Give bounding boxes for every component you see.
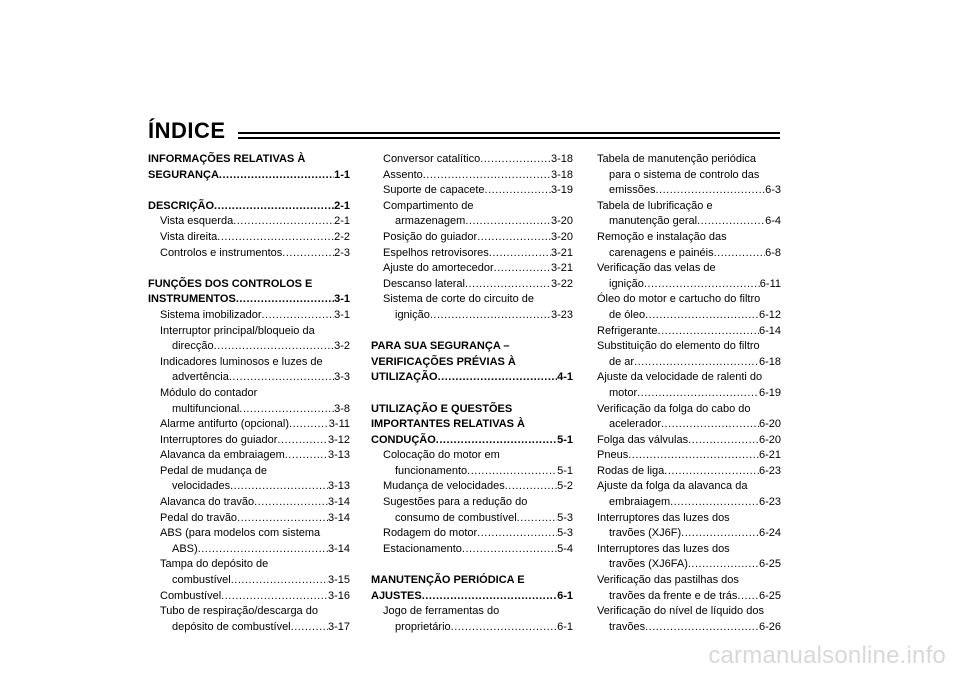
dot-leader xyxy=(644,277,760,293)
toc-page-number: 6-25 xyxy=(758,558,781,571)
toc-entry-title: motor xyxy=(609,386,638,399)
toc-entry[interactable] xyxy=(148,199,350,215)
toc-section-heading: INFORMAÇÕES RELATIVAS À xyxy=(148,153,306,165)
toc-page-number: 3-2 xyxy=(334,340,350,353)
toc-page-number: 3-18 xyxy=(550,168,573,181)
toc-entry-line: Interruptores das luzes dos xyxy=(597,511,730,524)
toc-entry[interactable] xyxy=(597,448,781,464)
toc-column-1 xyxy=(148,152,350,635)
dot-leader xyxy=(465,277,551,293)
toc-page-number: 3-1 xyxy=(334,308,350,321)
toc-entry-line: Verificação da folga do cabo do xyxy=(597,402,751,415)
toc-entry[interactable] xyxy=(148,433,350,449)
toc-page-number: 3-3 xyxy=(334,371,350,384)
toc-entry[interactable] xyxy=(597,464,781,480)
toc-entry[interactable] xyxy=(597,495,781,511)
toc-page-number: 3-17 xyxy=(327,620,350,633)
toc-entry-line: Compartimento de xyxy=(383,199,474,212)
toc-entry[interactable] xyxy=(597,246,781,262)
toc-entry-title: INSTRUMENTOS xyxy=(148,293,236,306)
toc-entry-line: Tabela de manutenção periódica xyxy=(597,153,757,165)
toc-entry-title: Suporte de capacete xyxy=(383,184,485,197)
toc-entry-line: Sistema de corte do circuito de xyxy=(383,293,535,306)
toc-entry[interactable] xyxy=(148,292,350,308)
toc-entry-line: para o sistema de controlo das xyxy=(609,168,760,181)
toc-entry[interactable] xyxy=(597,214,781,230)
dot-leader xyxy=(670,495,759,511)
toc-page-number: 6-19 xyxy=(758,386,781,399)
toc-entry-title: Pedal do travão xyxy=(160,511,238,524)
toc-entry[interactable] xyxy=(597,386,781,402)
toc-page-number: 5-2 xyxy=(557,480,573,493)
dot-leader xyxy=(231,573,328,589)
toc-entry-line: Jogo de ferramentas do xyxy=(383,605,500,618)
toc-entry[interactable] xyxy=(597,417,781,433)
dot-leader xyxy=(465,214,551,230)
toc-page-number: 3-11 xyxy=(328,418,350,431)
toc-entry-title: Pneus xyxy=(597,449,629,462)
dot-leader xyxy=(661,417,759,433)
dot-leader xyxy=(237,511,328,527)
toc-entry[interactable] xyxy=(597,308,781,324)
toc-entry[interactable] xyxy=(148,511,350,527)
dot-leader xyxy=(451,620,557,636)
toc-entry[interactable] xyxy=(597,557,781,573)
toc-page-number: 3-19 xyxy=(550,184,573,197)
toc-page-number: 3-20 xyxy=(550,230,573,243)
toc-entry-title: Combustível xyxy=(160,589,222,602)
toc-page-number: 3-23 xyxy=(550,308,573,321)
toc-entry-title: UTILIZAÇÃO xyxy=(371,371,438,384)
toc-entry-title: Mudança de velocidades xyxy=(383,480,505,493)
toc-entry-title: Alarme antifurto (opcional) xyxy=(160,418,290,431)
toc-section-heading: MANUTENÇÃO PERIÓDICA E xyxy=(371,574,525,587)
toc-page-number: 2-2 xyxy=(334,230,350,243)
dot-leader xyxy=(697,214,765,230)
toc-page-number: 3-21 xyxy=(550,246,573,259)
toc-entry-title: Interruptores do guiador xyxy=(160,433,278,446)
toc-entry-title: funcionamento xyxy=(395,464,468,477)
toc-page-number: 6-11 xyxy=(759,277,781,290)
dot-leader xyxy=(436,433,557,449)
toc-entry[interactable] xyxy=(597,589,781,605)
toc-page-number: 3-22 xyxy=(550,277,573,290)
toc-entry[interactable] xyxy=(371,589,573,605)
dot-leader xyxy=(198,542,328,558)
toc-entry-title: Espelhos retrovisores xyxy=(383,246,489,259)
toc-entry[interactable] xyxy=(148,448,350,464)
toc-page-number: 5-3 xyxy=(557,511,573,524)
dot-leader xyxy=(645,620,759,636)
dot-leader xyxy=(422,589,557,605)
toc-entry[interactable] xyxy=(148,417,350,433)
toc-entry-line: Óleo do motor e cartucho do filtro xyxy=(597,293,761,306)
toc-entry[interactable] xyxy=(148,370,350,386)
dot-leader xyxy=(634,355,759,371)
toc-page-number: 5-3 xyxy=(557,527,573,540)
dot-leader xyxy=(236,292,334,308)
toc-spacer xyxy=(371,386,573,402)
dot-leader xyxy=(485,183,551,199)
dot-leader xyxy=(261,308,334,324)
toc-entry-line: Verificação do nível de líquido dos xyxy=(597,605,764,618)
toc-entry-title: AJUSTES xyxy=(371,589,422,602)
toc-entry-title: manutenção geral xyxy=(609,215,698,228)
toc-entry-title: ignição xyxy=(609,277,644,290)
toc-page-number: 3-16 xyxy=(327,589,350,602)
toc-page-number: 6-12 xyxy=(758,308,781,321)
toc-entry-line: Tampa do depósito de xyxy=(160,558,269,571)
toc-entry[interactable] xyxy=(148,402,350,418)
toc-entry[interactable] xyxy=(371,277,573,293)
dot-leader xyxy=(494,261,551,277)
toc-section-heading: UTILIZAÇÃO E QUESTÕES xyxy=(371,402,513,415)
dot-leader xyxy=(254,495,328,511)
toc-page-number: 6-26 xyxy=(758,620,781,633)
toc-entry-line: Substituição do elemento do filtro xyxy=(597,340,760,353)
dot-leader xyxy=(477,526,557,542)
toc-entry-title: travões (XJ6FA) xyxy=(609,558,688,571)
toc-entry[interactable] xyxy=(371,214,573,230)
toc-page-number: 6-1 xyxy=(557,620,573,633)
toc-entry-title: depósito de combustível xyxy=(172,620,291,633)
dot-leader xyxy=(289,417,329,433)
dot-leader xyxy=(480,152,551,168)
toc-entry-line: Indicadores luminosos e luzes de xyxy=(160,355,323,368)
toc-page-number: 3-13 xyxy=(327,480,350,493)
toc-page-number: 3-14 xyxy=(327,496,350,509)
toc-entry[interactable] xyxy=(148,479,350,495)
toc-page-number: 3-12 xyxy=(327,433,350,446)
toc-spacer xyxy=(371,324,573,340)
toc-page-number: 3-13 xyxy=(327,449,350,462)
toc-entry-title: travões (XJ6F) xyxy=(609,527,682,540)
dot-leader xyxy=(655,183,765,199)
dot-leader xyxy=(681,526,759,542)
dot-leader xyxy=(517,511,557,527)
toc-entry[interactable] xyxy=(371,168,573,184)
toc-entry-line: Sugestões para a redução do xyxy=(383,496,528,509)
toc-entry[interactable] xyxy=(597,620,781,636)
toc-entry[interactable] xyxy=(148,230,350,246)
dot-leader xyxy=(658,324,759,340)
dot-leader xyxy=(291,620,328,636)
toc-entry[interactable] xyxy=(597,355,781,371)
dot-leader xyxy=(214,199,334,215)
dot-leader xyxy=(637,386,759,402)
toc-entry-line: Interruptores das luzes dos xyxy=(597,542,730,555)
page-title: ÍNDICE xyxy=(148,118,226,143)
toc-entry-title: de ar xyxy=(609,355,635,368)
toc-section-heading: IMPORTANTES RELATIVAS À xyxy=(371,418,525,431)
toc-entry-title: velocidades xyxy=(172,480,231,493)
dot-leader xyxy=(239,402,334,418)
toc-entry[interactable] xyxy=(371,526,573,542)
toc-entry-line: Colocação do motor em xyxy=(383,449,500,462)
toc-entry-title: Estacionamento xyxy=(383,542,462,555)
toc-page-number: 6-14 xyxy=(758,324,781,337)
toc-page-number: 3-21 xyxy=(550,262,573,275)
toc-entry[interactable] xyxy=(148,246,350,262)
toc-entry[interactable] xyxy=(371,246,573,262)
toc-entry[interactable] xyxy=(148,339,350,355)
toc-entry-title: Alavanca do travão xyxy=(160,496,255,509)
toc-page-number: 6-25 xyxy=(758,589,781,602)
toc-entry[interactable] xyxy=(597,183,781,199)
toc-entry-title: proprietário xyxy=(395,620,451,633)
toc-entry[interactable] xyxy=(148,214,350,230)
toc-entry-title: Descanso lateral xyxy=(383,277,465,290)
dot-leader xyxy=(430,308,551,324)
toc-entry-title: armazenagem xyxy=(395,215,466,228)
dot-leader xyxy=(477,230,551,246)
toc-entry-line: Ajuste da folga da alavanca da xyxy=(597,480,748,493)
toc-entry-title: Alavanca da embraiagem xyxy=(160,449,285,462)
toc-column-2 xyxy=(371,152,573,635)
toc-spacer xyxy=(148,183,350,199)
toc-page-number: 5-1 xyxy=(557,433,573,446)
dot-leader xyxy=(230,479,328,495)
toc-entry-title: embraiagem xyxy=(609,496,671,509)
toc-entry[interactable] xyxy=(371,620,573,636)
toc-entry-title: multifuncional xyxy=(172,402,240,415)
toc-entry[interactable] xyxy=(371,230,573,246)
toc-page-number: 2-1 xyxy=(334,215,350,228)
toc-entry-line: ABS (para modelos com sistema xyxy=(160,527,321,540)
dot-leader xyxy=(688,433,759,449)
toc-section-heading: FUNÇÕES DOS CONTROLOS E xyxy=(148,277,313,290)
dot-leader xyxy=(737,589,759,605)
toc-entry[interactable] xyxy=(148,542,350,558)
toc-entry[interactable] xyxy=(148,495,350,511)
toc-entry-title: Assento xyxy=(383,168,423,181)
dot-leader xyxy=(423,168,551,184)
toc-entry-title: acelerador xyxy=(609,418,661,431)
toc-entry[interactable] xyxy=(597,324,781,340)
toc-entry[interactable] xyxy=(371,511,573,527)
toc-page-number: 6-4 xyxy=(765,215,781,228)
toc-entry[interactable] xyxy=(148,168,350,184)
toc-entry-title: advertência xyxy=(172,371,229,384)
toc-entry[interactable] xyxy=(371,479,573,495)
dot-leader xyxy=(645,308,759,324)
toc-entry-title: Folga das válvulas xyxy=(597,433,689,446)
toc-entry[interactable] xyxy=(371,308,573,324)
toc-page-number: 3-8 xyxy=(334,402,350,415)
dot-leader xyxy=(664,464,759,480)
toc-entry-title: travões da frente e de trás xyxy=(609,589,738,602)
toc-spacer xyxy=(148,261,350,277)
toc-entry[interactable] xyxy=(371,183,573,199)
toc-page-number: 6-23 xyxy=(758,464,781,477)
toc-entry-line: Remoção e instalação das xyxy=(597,230,727,243)
toc-entry-line: Verificação das velas de xyxy=(597,262,716,275)
toc-page-number: 1-1 xyxy=(334,168,350,181)
toc-entry-title: Posição do guiador xyxy=(383,230,478,243)
dot-leader xyxy=(277,433,328,449)
toc-entry-title: consumo de combustível xyxy=(395,511,517,524)
dot-leader xyxy=(285,448,328,464)
toc-page-number: 2-3 xyxy=(334,246,350,259)
toc-entry[interactable] xyxy=(371,261,573,277)
watermark: carmanualsonline.info xyxy=(708,642,946,669)
toc-entry-line: Ajuste da velocidade de ralenti do xyxy=(597,371,763,384)
toc-page-number: 4-1 xyxy=(557,371,573,384)
toc-entry-title: Sistema imobilizador xyxy=(160,308,262,321)
toc-page-number: 5-1 xyxy=(557,464,573,477)
toc-entry-title: Controlos e instrumentos xyxy=(160,246,283,259)
dot-leader xyxy=(438,370,557,386)
toc-entry-title: emissões xyxy=(609,184,656,197)
toc-entry[interactable] xyxy=(148,308,350,324)
toc-entry[interactable] xyxy=(597,526,781,542)
toc-entry-title: Rodas de liga xyxy=(597,464,665,477)
toc-entry-title: Vista esquerda xyxy=(160,215,234,228)
toc-entry-line: Interruptor principal/bloqueio da xyxy=(160,324,315,337)
toc-entry[interactable] xyxy=(371,542,573,558)
toc-entry-title: ABS) xyxy=(172,542,198,555)
toc-entry[interactable] xyxy=(371,433,573,449)
toc-page-number: 6-3 xyxy=(765,184,781,197)
dot-leader xyxy=(229,370,334,386)
dot-leader xyxy=(505,479,557,495)
dot-leader xyxy=(489,246,551,262)
toc-page-number: 5-4 xyxy=(557,542,573,555)
toc-entry[interactable] xyxy=(371,370,573,386)
dot-leader xyxy=(467,464,557,480)
toc-entry-title: CONDUÇÃO xyxy=(371,433,436,446)
toc-entry-title: Vista direita xyxy=(160,230,218,243)
toc-page-number: 6-21 xyxy=(758,449,781,462)
toc-entry-line: Tubo de respiração/descarga do xyxy=(160,605,318,618)
toc-entry-title: Conversor catalítico xyxy=(383,153,481,165)
toc-page-number: 6-8 xyxy=(765,246,781,259)
toc-page-number: 3-1 xyxy=(334,293,350,306)
toc-entry-title: combustível xyxy=(172,574,231,587)
toc-entry-line: Pedal de mudança de xyxy=(160,464,268,477)
toc-page-number: 2-1 xyxy=(334,199,350,212)
toc-entry[interactable] xyxy=(148,620,350,636)
toc-entry-line: Módulo do contador xyxy=(160,386,258,399)
dot-leader xyxy=(688,557,759,573)
toc-column-3 xyxy=(597,152,781,635)
toc-entry-title: DESCRIÇÃO xyxy=(148,199,215,212)
toc-entry-title: Rodagem do motor xyxy=(383,527,478,540)
toc-page-number: 3-14 xyxy=(327,542,350,555)
toc-entry[interactable] xyxy=(597,433,781,449)
toc-spacer xyxy=(371,557,573,573)
toc-page-number: 3-14 xyxy=(327,511,350,524)
dot-leader xyxy=(221,589,328,605)
toc-entry-title: Refrigerante xyxy=(597,324,658,337)
toc-entry-title: travões xyxy=(609,620,646,633)
dot-leader xyxy=(219,168,334,184)
dot-leader xyxy=(714,246,766,262)
toc-entry-title: ignição xyxy=(395,308,430,321)
dot-leader xyxy=(282,246,334,262)
toc-page-number: 3-15 xyxy=(327,574,350,587)
toc-entry[interactable] xyxy=(597,277,781,293)
toc-entry[interactable] xyxy=(371,464,573,480)
toc-entry-title: de óleo xyxy=(609,308,646,321)
title-rule xyxy=(238,132,780,139)
toc-page-number: 6-20 xyxy=(758,418,781,431)
toc-page-number: 3-18 xyxy=(550,153,573,165)
dot-leader xyxy=(628,448,759,464)
toc-entry[interactable] xyxy=(371,152,573,168)
toc-entry-title: direcção xyxy=(172,340,214,353)
toc-entry-title: Ajuste do amortecedor xyxy=(383,262,494,275)
dot-leader xyxy=(462,542,557,558)
toc-entry[interactable] xyxy=(148,589,350,605)
dot-leader xyxy=(233,214,334,230)
toc-page-number: 6-1 xyxy=(557,589,573,602)
dot-leader xyxy=(217,230,334,246)
toc-page-number: 6-24 xyxy=(758,527,781,540)
toc-page-number: 3-20 xyxy=(550,215,573,228)
toc-section-heading: PARA SUA SEGURANÇA – xyxy=(371,340,510,353)
toc-entry-title: carenagens e painéis xyxy=(609,246,714,259)
toc-page-number: 6-20 xyxy=(758,433,781,446)
toc-entry-line: Verificação das pastilhas dos xyxy=(597,574,739,587)
toc-page-number: 6-18 xyxy=(758,355,781,368)
toc-entry-line: Tabela de lubrificação e xyxy=(597,199,713,212)
toc-section-heading: VERIFICAÇÕES PRÉVIAS À xyxy=(371,355,516,368)
toc-page-number: 6-23 xyxy=(758,496,781,509)
toc-entry-title: SEGURANÇA xyxy=(148,168,219,181)
dot-leader xyxy=(214,339,335,355)
toc-entry[interactable] xyxy=(148,573,350,589)
